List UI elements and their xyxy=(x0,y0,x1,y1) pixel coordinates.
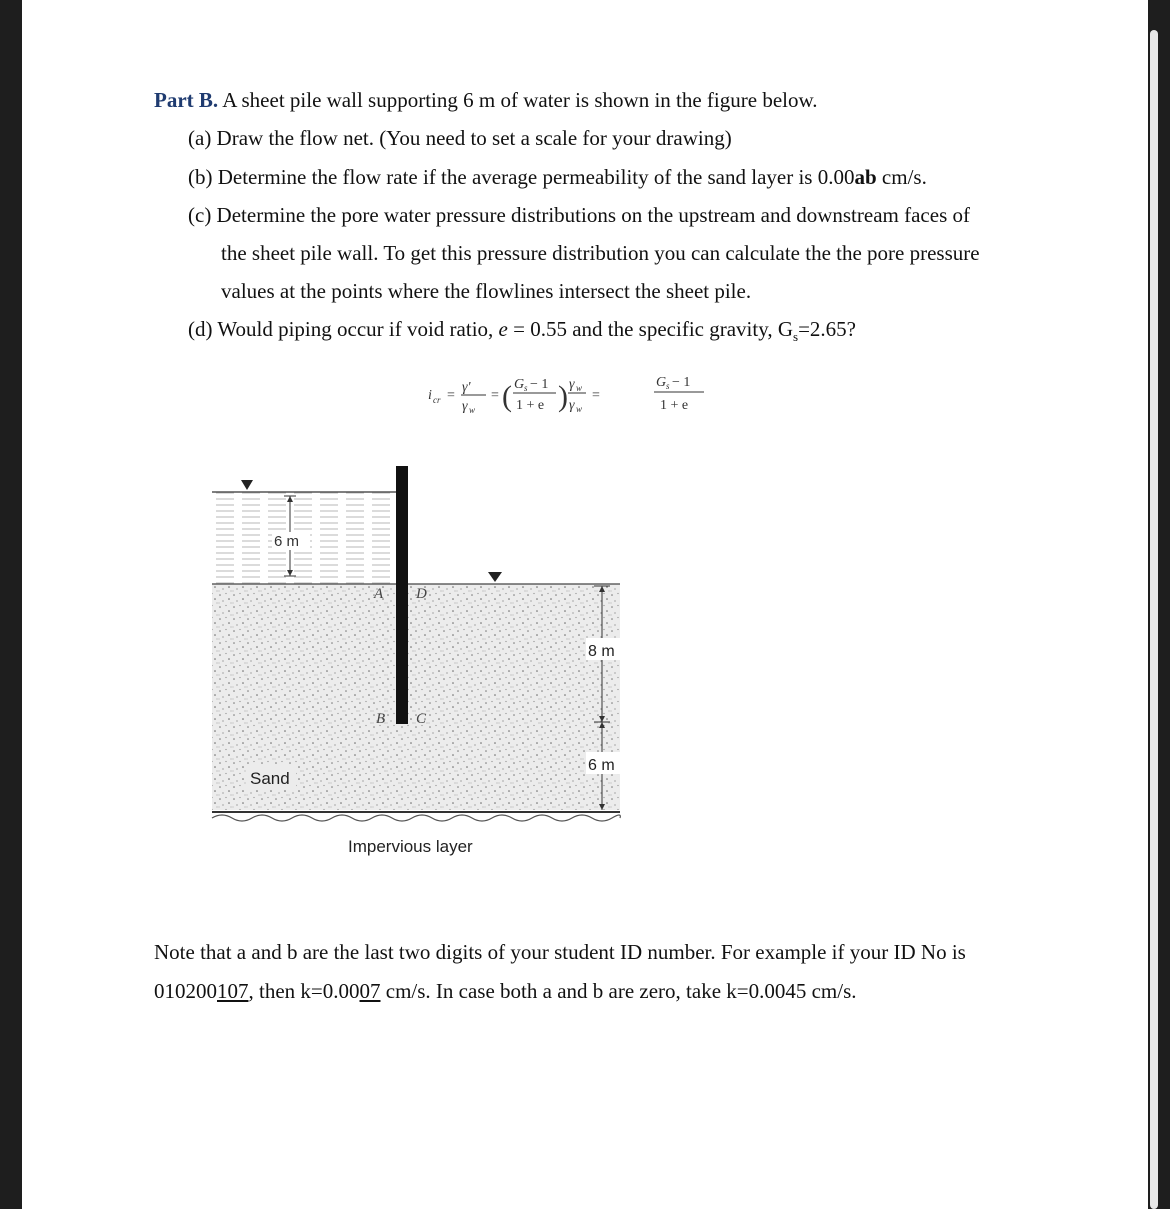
sheet-pile-figure xyxy=(190,460,650,860)
impervious-layer-label: Impervious layer xyxy=(348,837,473,856)
eq-gamma-w-1: γ xyxy=(462,399,468,414)
scrollbar[interactable] xyxy=(1150,30,1158,1209)
point-c-label: C xyxy=(416,711,427,727)
item-c-line2: the sheet pile wall. To get this pressure distribution you can calculate the the pore pressure xyxy=(221,241,980,265)
item-d-e: e xyxy=(498,317,508,341)
eq-paren-close: ) xyxy=(558,380,568,413)
eq-icr-sub: cr xyxy=(433,395,441,405)
item-d-text: (d) Would piping occur if void ratio, xyxy=(188,317,499,341)
eq-gamma-w-2: γ xyxy=(569,377,575,392)
eq-minus1-1: − 1 xyxy=(530,377,549,392)
note-k-underlined: 07 xyxy=(359,979,381,1003)
intro-text: A sheet pile wall supporting 6 m of water is shown in the figure below. xyxy=(222,88,818,112)
eq-gamma-w-3: γ xyxy=(569,398,575,413)
eq-w-sub-2: w xyxy=(576,383,583,393)
eq-s-sub-1: s xyxy=(524,383,528,393)
dim-6m-left: 6 m xyxy=(274,533,300,550)
eq-gs-1: G xyxy=(514,377,525,392)
point-b-label: B xyxy=(376,711,386,727)
eq-one-plus-e-2: 1 + e xyxy=(660,398,689,413)
item-d xyxy=(188,317,856,345)
note-line-1: Note that a and b are the last two digits of your student ID number. For example if your ID No is xyxy=(154,940,966,964)
eq-sign-1: = xyxy=(447,388,455,403)
eq-minus1-2: − 1 xyxy=(672,375,691,390)
point-d-label: D xyxy=(416,586,427,602)
note-k-text: , then k=0.00 xyxy=(248,979,360,1003)
eq-sign-3: = xyxy=(592,388,600,403)
item-c-line1: (c) Determine the pore water pressure distributions on the upstream and downstream faces of xyxy=(188,203,970,227)
eq-icr: i xyxy=(428,388,432,403)
item-b-bold: ab xyxy=(854,165,877,189)
critical-gradient-equation xyxy=(428,368,728,418)
sheet-pile-wall xyxy=(396,466,408,724)
eq-gs-2: G xyxy=(656,375,667,390)
part-label: Part B. xyxy=(154,88,219,112)
item-d-mid: = 0.55 and the specific gravity, G xyxy=(507,317,794,341)
eq-w-sub-1: w xyxy=(469,405,476,415)
eq-s-sub-2: s xyxy=(666,381,670,391)
water-level-marker-left xyxy=(241,480,253,490)
dim-6m-right: 6 m xyxy=(588,757,615,774)
note-line-2 xyxy=(154,979,857,1004)
eq-gamma-prime: γ' xyxy=(462,380,471,395)
note-id-prefix: 010200 xyxy=(154,979,217,1003)
sand-label: Sand xyxy=(250,769,290,788)
note-k-tail: cm/s. In case both a and b are zero, take k=0.0045 cm/s. xyxy=(380,979,857,1003)
point-a-label: A xyxy=(374,586,384,602)
item-c-line3: values at the points where the flowlines intersect the sheet pile. xyxy=(221,279,752,303)
item-b-text: (b) Determine the flow rate if the average permeability of the sand layer is 0.00 xyxy=(188,165,855,189)
dim-8m: 8 m xyxy=(588,643,615,660)
eq-sign-2: = xyxy=(491,388,499,403)
note-id-underlined: 107 xyxy=(217,979,249,1003)
eq-one-plus-e-1: 1 + e xyxy=(516,398,545,413)
item-b-unit: cm/s. xyxy=(876,165,927,189)
item-b xyxy=(188,165,927,190)
part-b-intro xyxy=(154,88,818,113)
eq-w-sub-3: w xyxy=(576,404,583,414)
item-a: (a) Draw the flow net. (You need to set a scale for your drawing) xyxy=(188,126,732,150)
item-d-post: =2.65? xyxy=(798,317,856,341)
water-level-marker-right xyxy=(488,572,502,582)
eq-paren-open: ( xyxy=(502,380,512,413)
item-d-sub: s xyxy=(793,329,799,345)
